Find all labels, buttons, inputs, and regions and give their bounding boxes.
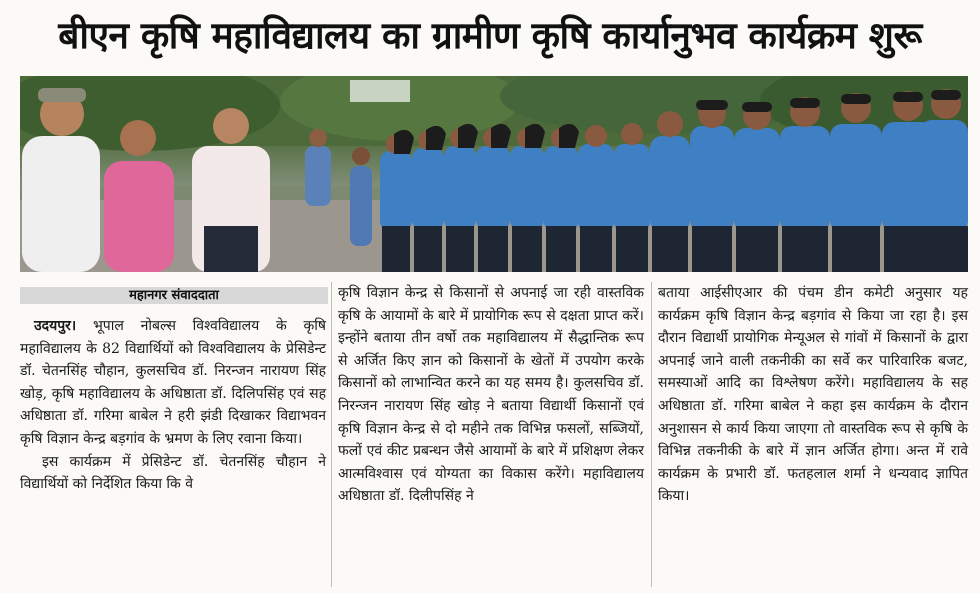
headline: बीएन कृषि महाविद्यालय का ग्रामीण कृषि कार्यानुभव कार्यक्रम शुरू — [58, 14, 922, 57]
article-paragraph: बताया आईसीएआर की पंचम डीन कमेटी अनुसार यह कार्यक्रम कृषि विज्ञान केन्द्र बड़गांव से किया जा रहा है। इस दौरान विद्यार्थी प्रायोगिक मेन्यूअल से गांवों में किसानों के द्वारा अपनाई जाने वाली तकनीकी का सर्वे कर पारिवारिक बजट, समस्याओं आदि का विश्लेषण करेंगे। महाविद्यालय के सह अधिष्ठाता डॉ. गरिमा बाबेल ने कहा इस कार्यक्रम के दौरान अनुशासन से कार्य किया जाएगा तो वास्तविक रूप से कृषि के विभिन्न तकनीकी के बारे में ज्ञान अर्जित होगा। अन्त में रावे कार्यक्रम के प्रभारी डॉ. फतहलाल शर्मा ने धन्यवाद ज्ञापित किया। — [658, 285, 968, 505]
column-divider — [331, 282, 332, 587]
news-photo — [20, 76, 968, 272]
article-lead — [20, 315, 326, 451]
article-paragraph: इस कार्यक्रम में प्रेसिडेन्ट डॉ. चेतनसिंह चौहान ने विद्यार्थियों को निर्देशित किया कि वे — [20, 453, 326, 493]
dateline: उदयपुर। — [34, 318, 77, 334]
photo-illustration — [20, 76, 968, 272]
column-divider — [651, 282, 652, 587]
article-column-1 — [20, 315, 326, 496]
lead-text: भूपाल नोबल्स विश्वविद्यालय के कृषि महाविद्यालय के 82 विद्यार्थियों को विश्वविद्यालय के प्रेसिडेन्ट डॉ. चेतनसिंह चौहान, कुलसचिव डॉ. निरन्जन नारायण सिंह खोड़, कृषि महाविद्यालय के अधिष्ठाता डॉ. दिलिपसिंह एवं सह अधिष्ठाता डॉ. गरिमा बाबेल ने हरी झंडी दिखाकर विद्याभवन कृषि विज्ञान केन्द्र बड़गांव के भ्रमण के लिए रवाना किया। — [20, 318, 326, 447]
article-column-2 — [338, 282, 644, 508]
byline: महानगर संवाददाता — [20, 287, 328, 304]
article-paragraph: कृषि विज्ञान केन्द्र से किसानों से अपनाई जा रही वास्तविक कृषि के आयामों के बारे में प्रायोगिक रूप से दक्षता प्राप्त करें। इन्होंने बताया तीन वर्षो तक महाविद्यालय में सैद्धान्तिक रूप से अर्जित किए ज्ञान को किसानों के खेतों में उपयोग करके किसानों को लाभान्वित करने का यह समय है। कुलसचिव डॉ. निरन्जन नारायण सिंह खोड़ ने बताया विद्यार्थी किसानों एवं कृषि विज्ञान केन्द्र से दो महीने तक विभिन्न फसलों, सब्जियों, फलों एवं कीट प्रबन्धन जैसे आयामों के बारे में प्रशिक्षण लेकर आत्मविश्वास एवं योग्यता का विकास करेंगे। महाविद्यालय अधिष्ठाता डॉ. दिलीपसिंह ने — [338, 285, 644, 505]
article-column-3 — [658, 282, 968, 508]
